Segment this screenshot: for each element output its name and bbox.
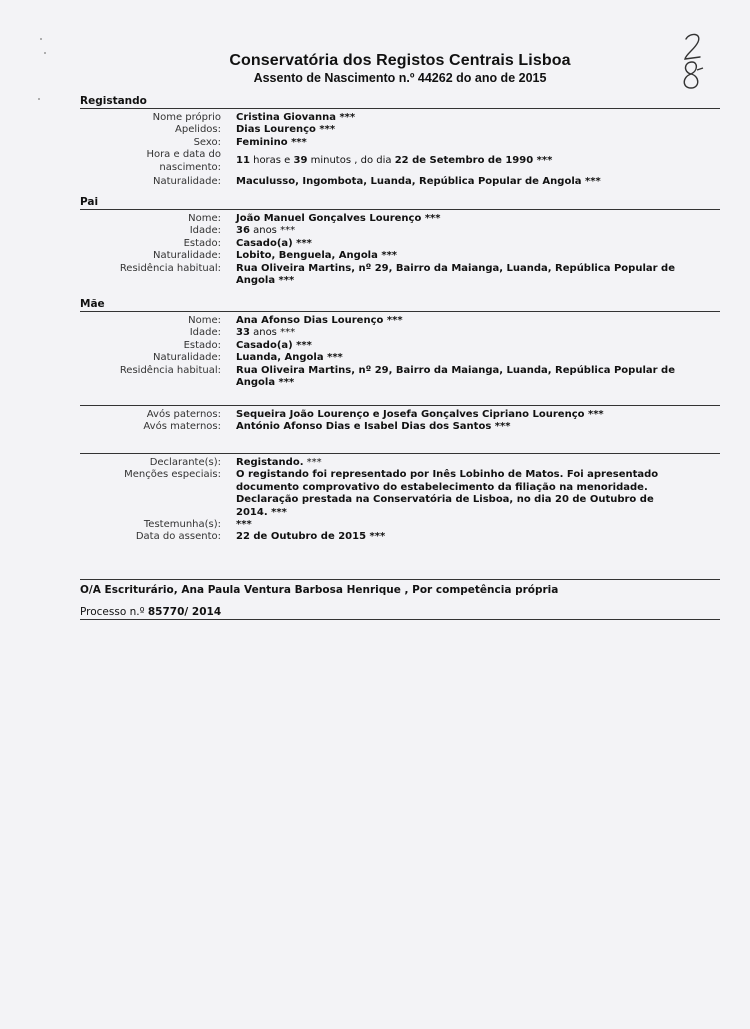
section-pai <box>80 196 720 287</box>
handwritten-page-number-icon <box>676 30 708 102</box>
field-mae-residencia: Residência habitual: Rua Oliveira Martins, nº 29, Bairro da Maianga, Luanda, República Popular de Angola *** <box>119 364 675 389</box>
section-avos <box>80 405 720 434</box>
field-mae-naturalidade: Naturalidade: Luanda, Angola *** <box>152 352 343 364</box>
document-title: Conservatória dos Registos Centrais Lisboa <box>229 52 571 69</box>
section-registo <box>80 453 720 544</box>
field-pai-estado: Estado: Casado(a) *** <box>183 237 312 249</box>
section-registando <box>80 95 720 188</box>
footer-processo: Processo n.º 85770/ 2014 <box>80 606 720 620</box>
scan-speck <box>38 98 40 100</box>
field-mae-idade: Idade: 33 anos *** <box>189 327 296 339</box>
section-heading: Mãe <box>80 298 720 312</box>
section-heading: Registando <box>80 95 720 109</box>
section-mae <box>80 298 720 389</box>
field-testemunhas: Testemunha(s): *** <box>143 519 252 531</box>
field-declarante: Declarante(s): Registando. *** <box>149 457 322 468</box>
field-pai-naturalidade: Naturalidade: Lobito, Benguela, Angola *** <box>152 250 398 262</box>
footer-escriturario: O/A Escriturário, Ana Paula Ventura Barbosa Henrique , Por competência própria <box>80 579 720 596</box>
field-sexo: Sexo: Feminino *** <box>193 136 307 148</box>
field-hora-data-nascimento: Hora e data do nascimento: 11 horas e 39 minutos , do dia 22 de Setembro de 1990 *** <box>146 149 553 173</box>
document-subtitle: Assento de Nascimento n.º 44262 do ano de 2015 <box>253 71 547 85</box>
scan-speck <box>40 38 42 40</box>
field-pai-nome: Nome: João Manuel Gonçalves Lourenço *** <box>188 213 441 224</box>
field-mae-estado: Estado: Casado(a) *** <box>183 339 312 351</box>
field-apelidos: Apelidos: Dias Lourenço *** <box>175 124 336 136</box>
field-avos-paternos: Avós paternos: Sequeira João Lourenço e Josefa Gonçalves Cipriano Lourenço *** <box>146 409 604 420</box>
field-nome-proprio: Nome próprio Cristina Giovanna *** <box>152 112 356 123</box>
field-pai-residencia: Residência habitual: Rua Oliveira Martins, nº 29, Bairro da Maianga, Luanda, República Popular de Angola *** <box>119 262 675 287</box>
field-data-assento: Data do assento: 22 de Outubro de 2015 *** <box>135 531 386 543</box>
scan-speck <box>44 52 46 54</box>
field-naturalidade: Naturalidade: Maculusso, Ingombota, Luanda, República Popular de Angola *** <box>152 176 601 188</box>
section-heading: Pai <box>80 196 720 210</box>
field-mae-nome: Nome: Ana Afonso Dias Lourenço *** <box>188 315 403 326</box>
field-pai-idade: Idade: 36 anos *** <box>189 225 296 237</box>
section-divider <box>80 579 720 580</box>
field-avos-maternos: Avós maternos: António Afonso Dias e Isabel Dias dos Santos *** <box>143 421 511 433</box>
field-mencoes-especiais: Menções especiais: O registando foi representado por Inês Lobinho de Matos. Foi apresentado documento comprovativo do estabelecimento da filiação na menoridade. Declaração prestada na Conservatória de Lisboa, no dia 20 de Outubro de 2014. *** <box>124 469 659 518</box>
